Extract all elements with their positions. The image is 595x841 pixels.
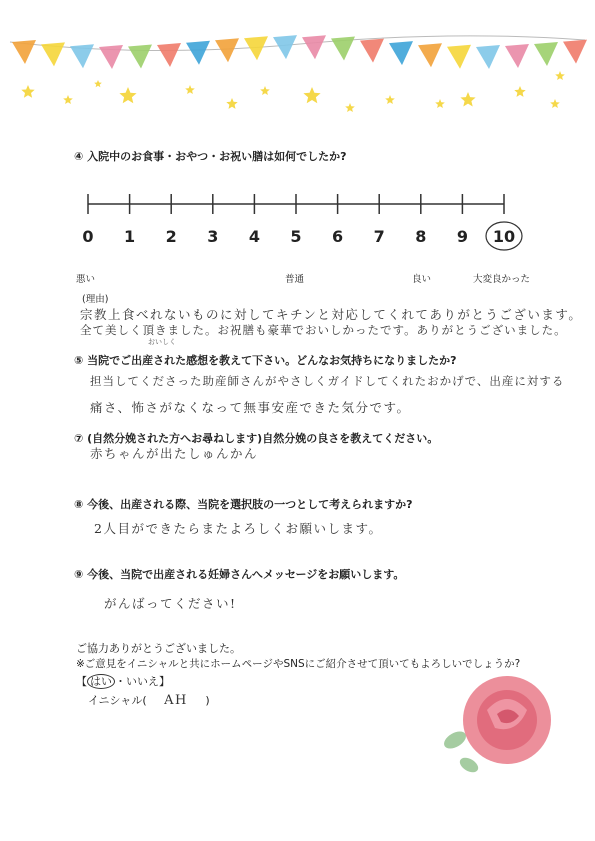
question-9-label: ⑨ 今後、当院で出産される妊婦さんへメッセージをお願いします。 <box>74 568 405 581</box>
scale-number: 2 <box>165 227 177 246</box>
star-icon <box>303 87 320 103</box>
question-7-label: ⑦ (自然分娩された方へお尋ねします)自然分娩の良さを教えてください。 <box>74 432 439 445</box>
star-icon <box>514 86 525 97</box>
leaf-icon <box>457 755 480 775</box>
scale-label-normal: 普通 <box>285 274 305 285</box>
bunting-flag <box>41 42 65 66</box>
scale-number: 6 <box>332 227 344 246</box>
bunting-banner <box>0 0 595 130</box>
bunting-flag <box>447 45 471 69</box>
bunting-flag <box>505 44 529 68</box>
initial-close: ) <box>205 694 210 707</box>
bunting-flag <box>186 41 210 65</box>
reason-label: (理由) <box>82 294 109 305</box>
bunting-flag <box>331 36 355 60</box>
rating-scale <box>70 180 540 270</box>
star-icon <box>550 99 560 108</box>
star-icon <box>385 95 395 104</box>
bunting-flag <box>273 35 297 59</box>
initial-row <box>88 692 210 708</box>
consent-options <box>76 673 170 689</box>
bunting-flag <box>215 38 239 62</box>
bunting-flag <box>12 40 36 64</box>
scale-label-very-good: 大変良かった <box>473 274 531 285</box>
bunting-flag <box>302 35 326 59</box>
scale-label-bad: 悪い <box>76 274 96 285</box>
question-8-label: ⑧ 今後、出産される際、当院を選択肢の一つとして考えられますか? <box>74 498 413 511</box>
scale-label-good: 良い <box>412 274 432 285</box>
scale-number: 4 <box>248 227 260 246</box>
bracket-close: 】 <box>159 675 170 688</box>
q4-answer-line-2: 全て美しく頂きました。お祝膳も豪華でおいしかったです。ありがとうございました。 <box>80 323 567 337</box>
consent-question: ※ご意見をイニシャルと共にホームページやSNSにご紹介させて頂いてもよろしいでしょうか? <box>76 658 521 670</box>
consent-yes-option[interactable]: はい <box>87 674 115 689</box>
bunting-flag <box>418 43 442 67</box>
bunting-flag <box>128 45 152 69</box>
star-icon <box>119 87 136 103</box>
bunting-flag <box>99 45 123 69</box>
q4-answer-line-1: 宗教上食べれないものに対してキチンと対応してくれてありがとうございます。 <box>80 307 583 322</box>
bunting-string <box>10 36 585 51</box>
star-icon <box>555 71 565 80</box>
bunting-flag <box>534 42 558 66</box>
scale-number: 7 <box>373 227 385 246</box>
scale-number: 8 <box>415 227 427 246</box>
star-icon <box>345 103 355 112</box>
scale-number: 10 <box>492 227 516 246</box>
star-icon <box>94 80 102 87</box>
consent-no-option[interactable]: いいえ <box>126 675 159 688</box>
star-icon <box>435 99 445 108</box>
star-icon <box>260 86 270 95</box>
q7-answer: 赤ちゃんが出たしゅんかん <box>90 446 259 461</box>
scale-number: 1 <box>124 227 136 246</box>
bracket-open: 【 <box>76 675 87 688</box>
bunting-flag <box>476 45 500 69</box>
initial-value[interactable]: AH <box>164 693 188 708</box>
bunting-flag <box>563 40 587 64</box>
question-5-label: ⑤ 当院でご出産された感想を教えて下さい。どんなお気持ちになりましたか? <box>74 354 457 367</box>
bunting-flag <box>70 44 94 68</box>
q9-answer: がんばってください! <box>104 596 237 611</box>
star-icon <box>226 98 237 109</box>
star-icon <box>21 85 34 98</box>
star-icon <box>63 95 73 104</box>
initial-label: イニシャル( <box>88 694 147 707</box>
q4-ruby: おいしく <box>148 338 176 346</box>
q8-answer: 2人目ができたらまたよろしくお願いします。 <box>94 521 383 536</box>
bunting-flag <box>360 39 384 63</box>
q5-answer-line-1: 担当してくださった助産師さんがやさしくガイドしてくれたおかげで、出産に対する <box>90 374 565 388</box>
scale-number: 9 <box>456 227 468 246</box>
rose-illustration <box>435 670 560 780</box>
bunting-flag <box>157 43 181 67</box>
scale-number: 0 <box>82 227 94 246</box>
question-4-label: ④ 入院中のお食事・おやつ・お祝い膳は如何でしたか? <box>74 150 347 163</box>
star-icon <box>460 92 475 107</box>
thanks-text: ご協力ありがとうございました。 <box>76 642 241 655</box>
q5-answer-line-2: 痛さ、怖さがなくなって無事安産できた気分です。 <box>90 400 411 415</box>
scale-number: 3 <box>207 227 219 246</box>
separator: ・ <box>115 675 126 688</box>
star-icon <box>185 85 195 94</box>
scale-number: 5 <box>290 227 302 246</box>
bunting-flag <box>389 41 413 65</box>
